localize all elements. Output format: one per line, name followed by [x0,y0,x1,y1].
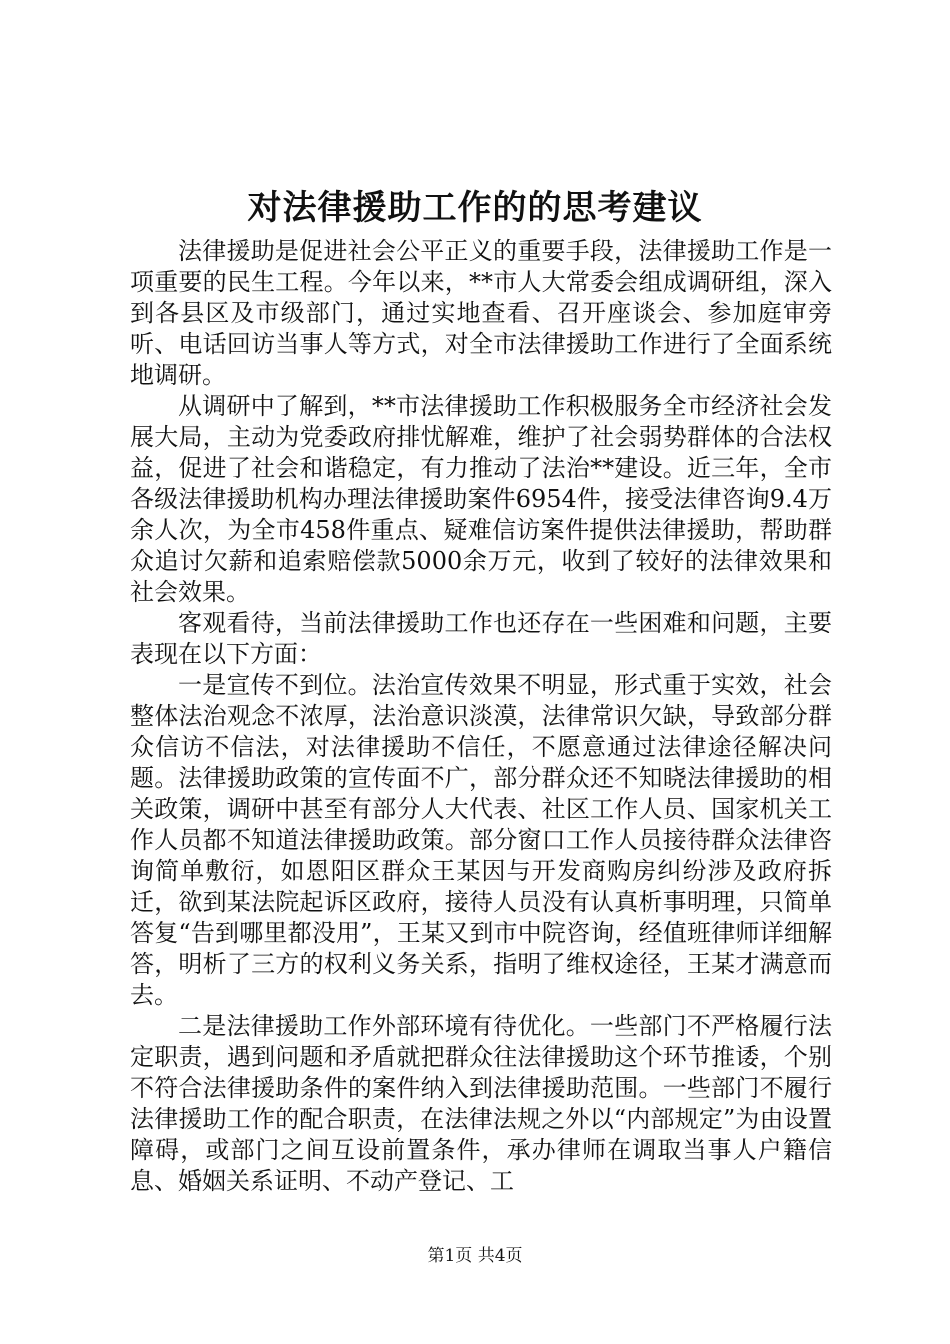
paragraph: 从调研中了解到，**市法律援助工作积极服务全市经济社会发展大局，主动为党委政府排忧解难，维护了社会弱势群体的合法权益，促进了社会和谐稳定，有力推动了法治**建设。近三年，全市各级法律援助机构办理法律援助案件6954件，接受法律咨询9.4万余人次，为全市458件重点、疑难信访案件提供法律援助，帮助群众追讨欠薪和追索赔偿款5000余万元，收到了较好的法律效果和社会效果。 [130,392,832,606]
paragraph: 客观看待，当前法律援助工作也还存在一些困难和问题，主要表现在以下方面： [130,609,832,668]
document-body [130,236,832,1197]
paragraph: 二是法律援助工作外部环境有待优化。一些部门不严格履行法定职责，遇到问题和矛盾就把群众往法律援助这个环节推诿，个别不符合法律援助条件的案件纳入到法律援助范围。一些部门不履行法律援助工作的配合职责，在法律法规之外以“内部规定”为由设置障碍，或部门之间互设前置条件，承办律师在调取当事人户籍信息、婚姻关系证明、不动产登记、工 [130,1012,832,1195]
document-title: 对法律援助工作的的思考建议 [247,188,703,228]
paragraph: 法律援助是促进社会公平正义的重要手段，法律援助工作是一项重要的民生工程。今年以来，**市人大常委会组成调研组，深入到各县区及市级部门，通过实地查看、召开座谈会、参加庭审旁听、电话回访当事人等方式，对全市法律援助工作进行了全面系统地调研。 [130,237,832,389]
paragraph: 一是宣传不到位。法治宣传效果不明显，形式重于实效，社会整体法治观念不浓厚，法治意识淡漠，法律常识欠缺，导致部分群众信访不信法，对法律援助不信任，不愿意通过法律途径解决问题。法律援助政策的宣传面不广，部分群众还不知晓法律援助的相关政策，调研中甚至有部分人大代表、社区工作人员、国家机关工作人员都不知道法律援助政策。部分窗口工作人员接待群众法律咨询简单敷衍，如恩阳区群众王某因与开发商购房纠纷涉及政府拆迁，欲到某法院起诉区政府，接待人员没有认真析事明理，只简单答复“告到哪里都没用”，王某又到市中院咨询，经值班律师详细解答，明析了三方的权利义务关系，指明了维权途径，王某才满意而去。 [130,671,832,1009]
page-number-footer: 第1页 共4页 [427,1246,523,1266]
